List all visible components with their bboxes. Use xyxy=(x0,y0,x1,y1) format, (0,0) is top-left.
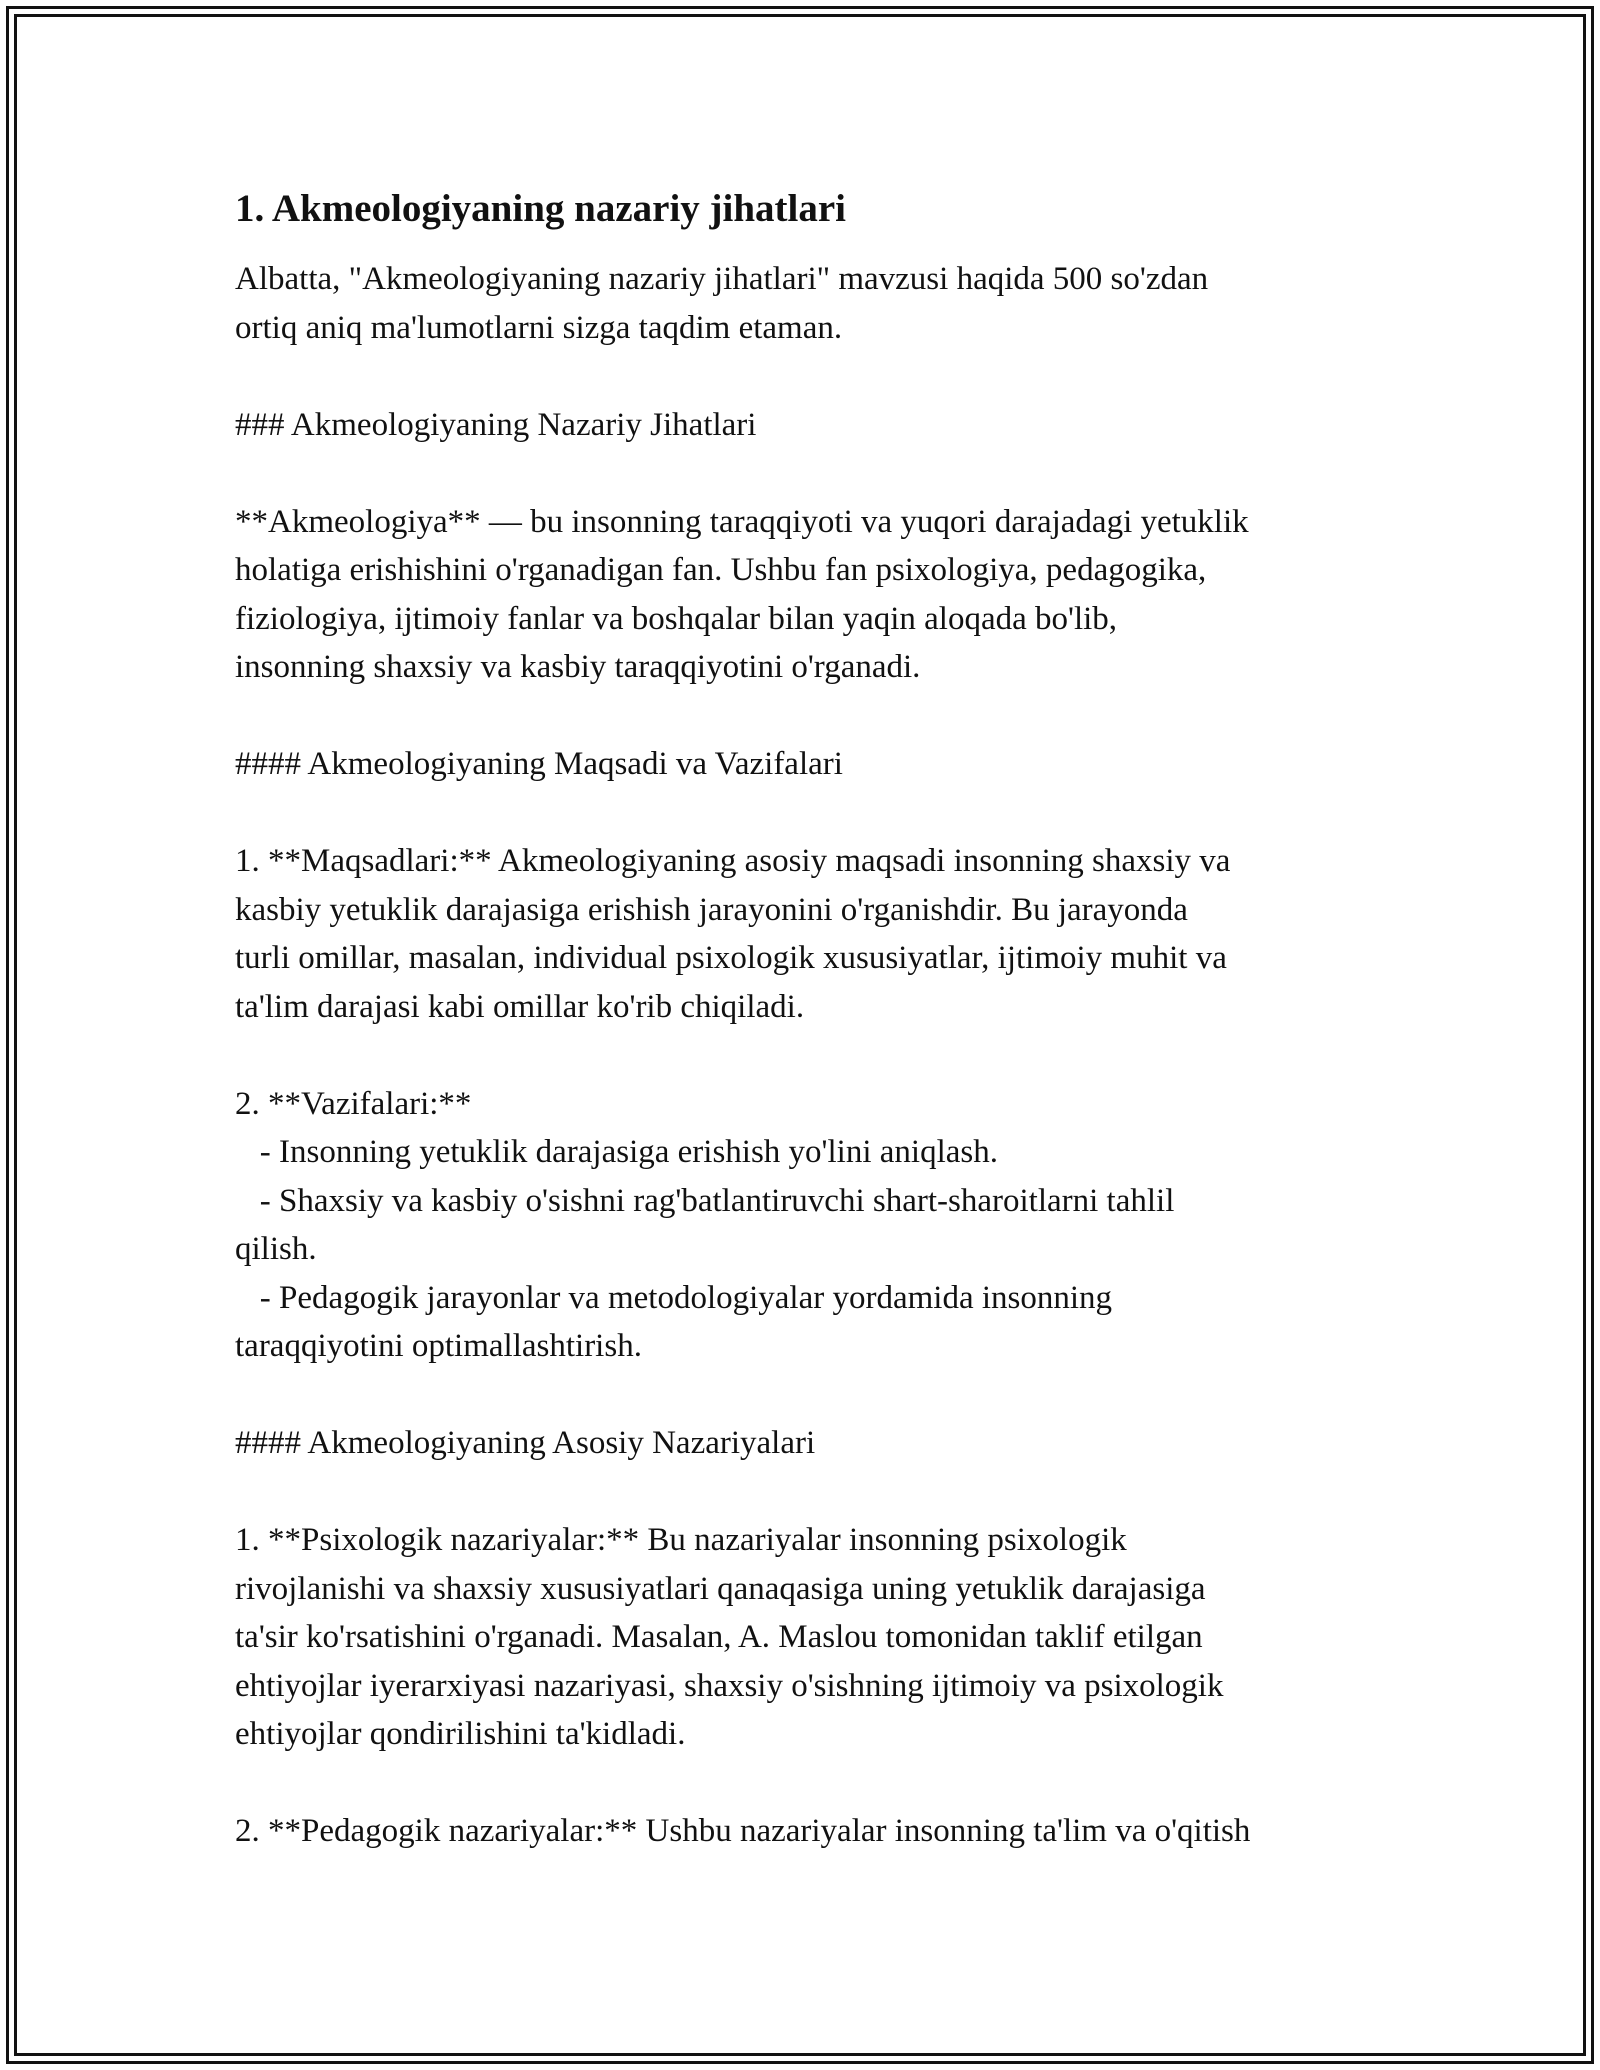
paragraph-gap xyxy=(235,352,1415,401)
text-line: #### Akmeologiyaning Maqsadi va Vazifalari xyxy=(235,746,843,782)
text-line: ta'lim darajasi kabi omillar ko'rib chiqiladi. xyxy=(235,988,805,1025)
heading-asosiy-nazariyalari xyxy=(235,1419,1415,1468)
paragraph-gap xyxy=(235,1371,1415,1420)
text-line: Albatta, "Akmeologiyaning nazariy jihatlari" mavzusi haqida 500 so'zdan xyxy=(235,261,1209,297)
text-line: kasbiy yetuklik darajasiga erishish jarayonini o'rganishdir. Bu jarayonda xyxy=(235,891,1188,928)
text-line: qilish. xyxy=(235,1231,317,1267)
definition-paragraph xyxy=(235,498,1415,692)
document-body xyxy=(235,185,1415,1856)
text-line: insonning shaxsiy va kasbiy taraqqiyotini o'rganadi. xyxy=(235,649,921,685)
document-title: 1. Akmeologiyaning nazariy jihatlari xyxy=(235,187,847,230)
text-line: holatiga erishishini o'rganadigan fan. Ushbu fan psixologiya, pedagogika, xyxy=(235,552,1207,588)
vazifalari-item xyxy=(235,1080,1415,1371)
heading-maqsadi-va-vazifalari xyxy=(235,740,1415,789)
text-line: ### Akmeologiyaning Nazariy Jihatlari xyxy=(235,406,757,443)
text-line: fiziologiya, ijtimoiy fanlar va boshqalar bilan yaqin aloqada bo'lib, xyxy=(235,600,1118,637)
text-line: turli omillar, masalan, individual psixologik xususiyatlar, ijtimoiy muhit va xyxy=(235,940,1227,976)
paragraph-gap xyxy=(235,1031,1415,1080)
text-line: ta'sir ko'rsatishini o'rganadi. Masalan, A. Maslou tomonidan taklif etilgan xyxy=(235,1619,1203,1655)
text-line: taraqqiyotini optimallashtirish. xyxy=(235,1328,642,1364)
paragraph-gap xyxy=(235,449,1415,498)
text-line: - Pedagogik jarayonlar va metodologiyalar yordamida insonning xyxy=(235,1279,1113,1316)
pedagogik-nazariyalar-item xyxy=(235,1807,1415,1856)
text-line: ortiq aniq ma'lumotlarni sizga taqdim etaman. xyxy=(235,309,843,346)
text-line: ehtiyojlar iyerarxiyasi nazariyasi, shaxsiy o'sishning ijtimoiy va psixologik xyxy=(235,1667,1224,1704)
paragraph-gap xyxy=(235,1468,1415,1517)
paragraph-gap xyxy=(235,692,1415,741)
text-line: 1. **Psixologik nazariyalar:** Bu nazariyalar insonning psixologik xyxy=(235,1522,1127,1558)
text-line: 2. **Vazifalari:** xyxy=(235,1085,472,1122)
text-line: 2. **Pedagogik nazariyalar:** Ushbu nazariyalar insonning ta'lim va o'qitish xyxy=(235,1813,1251,1849)
psixologik-nazariyalar-item xyxy=(235,1516,1415,1759)
paragraphs-container xyxy=(235,255,1415,1856)
text-line: #### Akmeologiyaning Asosiy Nazariyalari xyxy=(235,1425,816,1461)
intro-paragraph xyxy=(235,255,1415,352)
text-line: rivojlanishi va shaxsiy xususiyatlari qanaqasiga uning yetuklik darajasiga xyxy=(235,1570,1206,1607)
paragraph-gap xyxy=(235,1759,1415,1808)
maqsadlari-item xyxy=(235,837,1415,1031)
paragraph-gap xyxy=(235,789,1415,838)
heading-akmeologiyaning-nazariy-jihatlari xyxy=(235,401,1415,450)
text-line: 1. **Maqsadlari:** Akmeologiyaning asosiy maqsadi insonning shaxsiy va xyxy=(235,843,1231,879)
text-line: - Shaxsiy va kasbiy o'sishni rag'batlantiruvchi shart-sharoitlarni tahlil xyxy=(235,1182,1175,1219)
text-line: ehtiyojlar qondirilishini ta'kidladi. xyxy=(235,1716,686,1752)
text-line: - Insonning yetuklik darajasiga erishish yo'lini aniqlash. xyxy=(235,1134,998,1170)
text-line: **Akmeologiya** — bu insonning taraqqiyoti va yuqori darajadagi yetuklik xyxy=(235,503,1249,540)
